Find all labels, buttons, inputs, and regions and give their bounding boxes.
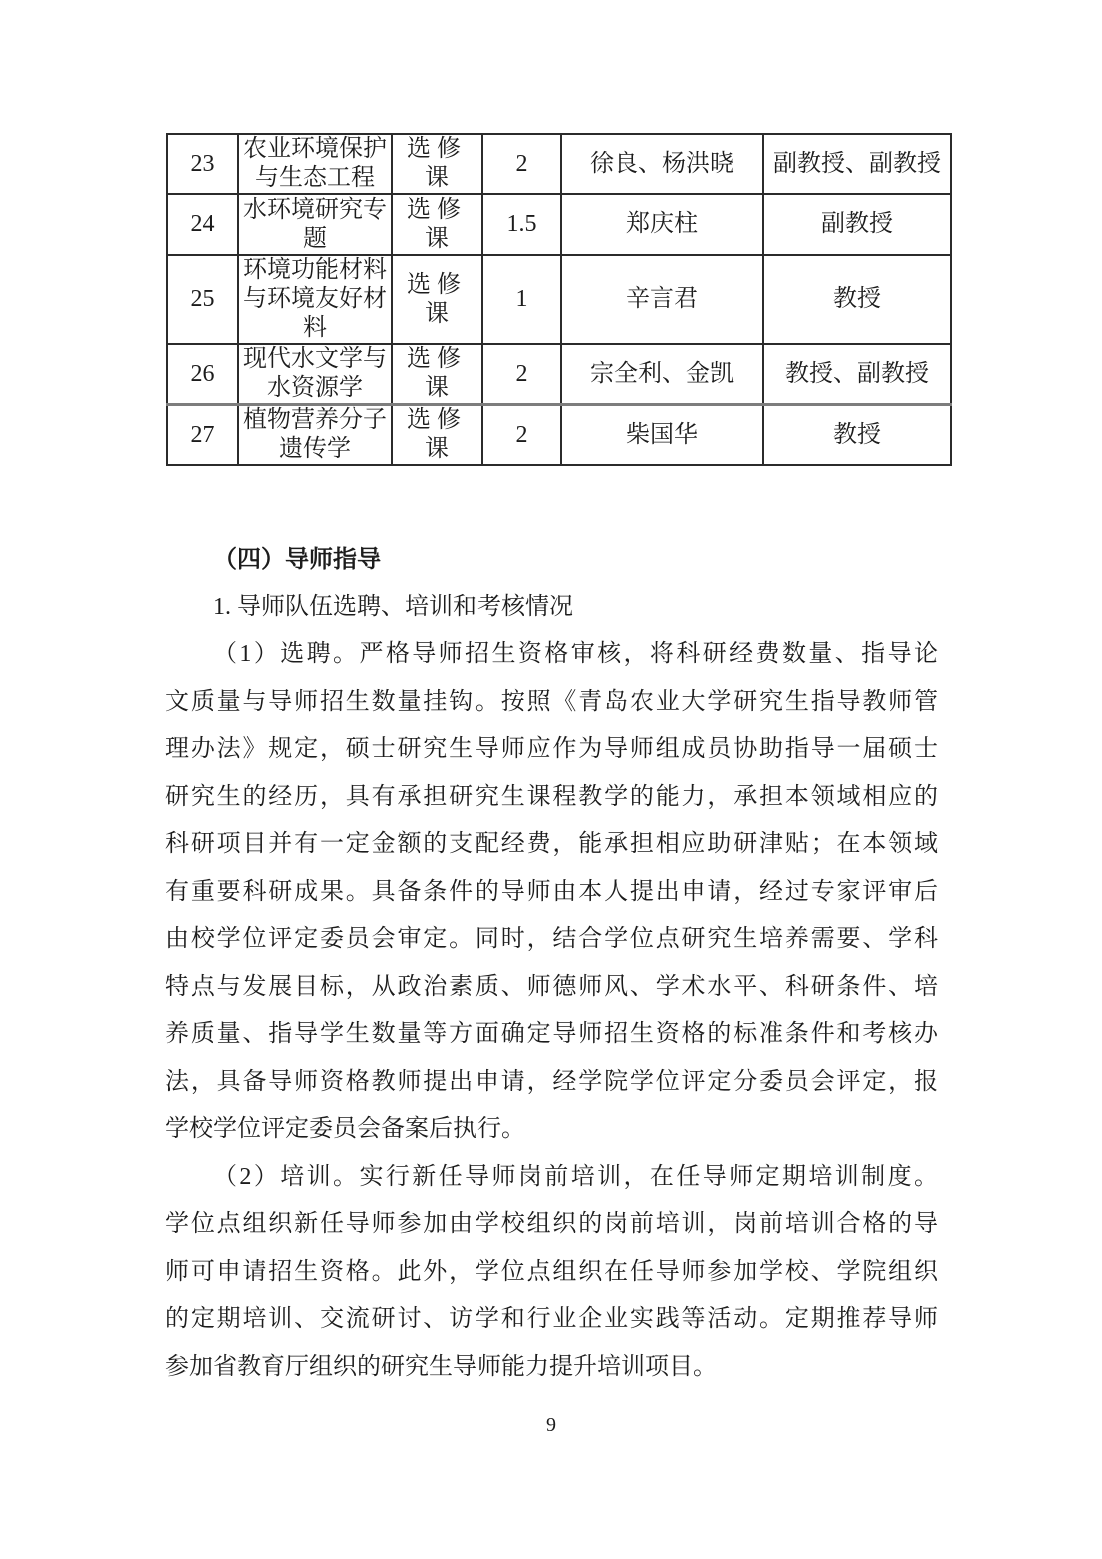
paragraph1-line: 理办法》规定，硕士研究生导师应作为导师组成员协助指导一届硕士 xyxy=(165,736,938,762)
course-row-25 xyxy=(167,255,951,344)
section-heading: （四）导师指导 xyxy=(213,546,381,573)
paragraph1-line: 特点与发展目标，从政治素质、师德师风、学术水平、科研条件、培 xyxy=(165,973,938,1000)
course-teacher-cell: 柴国华 xyxy=(561,405,763,466)
course-type-cell xyxy=(392,405,482,466)
course-name-cell xyxy=(238,194,392,255)
course-name-line: 与生态工程 xyxy=(255,165,375,191)
course-teacher-cell: 郑庆柱 xyxy=(561,194,763,255)
course-type-text: 选修课 xyxy=(407,271,467,327)
course-name-line: 题 xyxy=(303,225,327,252)
course-credit-cell: 1.5 xyxy=(482,194,561,255)
course-name-cell xyxy=(238,255,392,344)
course-title-cell: 副教授 xyxy=(763,194,951,255)
course-type-cell xyxy=(392,344,482,405)
paragraph2-line: 学位点组织新任导师参加由学校组织的岗前培训，岗前培训合格的导 xyxy=(165,1211,938,1237)
course-name-line: 现代水文学与 xyxy=(243,346,387,372)
course-table xyxy=(166,133,952,466)
course-teacher-cell: 辛言君 xyxy=(561,255,763,344)
section-body xyxy=(165,536,938,1391)
section-item: 1. 导师队伍选聘、培训和考核情况 xyxy=(213,593,573,620)
course-credit-cell: 2 xyxy=(482,405,561,466)
paragraph1-line: 科研项目并有一定金额的支配经费，能承担相应助研津贴；在本领域 xyxy=(165,831,938,857)
course-name-cell xyxy=(238,405,392,466)
course-teacher-cell: 宗全利、金凯 xyxy=(561,344,763,405)
paragraph2-line: 参加省教育厅组织的研究生导师能力提升培训项目。 xyxy=(165,1353,717,1380)
course-name-line: 水资源学 xyxy=(267,375,363,401)
course-no-cell: 24 xyxy=(167,194,238,255)
course-name-cell xyxy=(238,344,392,405)
paragraph1-line: 研究生的经历，具有承担研究生课程教学的能力，承担本领域相应的 xyxy=(165,783,938,810)
course-type-text: 选修课 xyxy=(407,196,467,252)
course-teacher-cell: 徐良、杨洪晓 xyxy=(561,134,763,194)
course-title-cell: 副教授、副教授 xyxy=(763,134,951,194)
paragraph2-line: 的定期培训、交流研讨、访学和行业企业实践等活动。定期推荐导师 xyxy=(165,1306,938,1332)
course-title-cell: 教授 xyxy=(763,405,951,466)
paragraph2-line: （2）培训。实行新任导师岗前培训，在任导师定期培训制度。 xyxy=(213,1163,938,1190)
course-name-cell xyxy=(238,134,392,194)
course-title-cell: 教授 xyxy=(763,255,951,344)
paragraph1-line: （1）选聘。严格导师招生资格审核，将科研经费数量、指导论 xyxy=(213,641,938,667)
course-credit-cell: 2 xyxy=(482,134,561,194)
paragraph1-line: 法，具备导师资格教师提出申请，经学院学位评定分委员会评定，报 xyxy=(165,1068,938,1095)
course-row-27 xyxy=(167,405,951,466)
course-credit-cell: 1 xyxy=(482,255,561,344)
course-no-cell: 26 xyxy=(167,344,238,405)
paragraph2-line: 师可申请招生资格。此外，学位点组织在任导师参加学校、学院组织 xyxy=(165,1258,938,1285)
page-number: 9 xyxy=(546,1414,556,1436)
course-no-cell: 23 xyxy=(167,134,238,194)
course-name-line: 植物营养分子 xyxy=(243,407,387,433)
course-name-line: 与环境友好材 xyxy=(243,286,387,312)
course-name-line: 环境功能材料 xyxy=(243,257,387,283)
paragraph1-line: 由校学位评定委员会审定。同时，结合学位点研究生培养需要、学科 xyxy=(165,926,938,952)
course-type-cell xyxy=(392,134,482,194)
course-name-line: 农业环境保护 xyxy=(243,136,387,162)
course-no-cell: 27 xyxy=(167,405,238,466)
paragraph1-line: 文质量与导师招生数量挂钩。按照《青岛农业大学研究生指导教师管 xyxy=(165,688,938,715)
course-row-23 xyxy=(167,134,951,194)
paragraph1-line: 学校学位评定委员会备案后执行。 xyxy=(165,1116,525,1142)
course-name-line: 遗传学 xyxy=(279,436,351,462)
course-type-cell xyxy=(392,194,482,255)
course-row-24 xyxy=(167,194,951,255)
course-type-text: 选修课 xyxy=(407,407,467,462)
course-name-line: 料 xyxy=(303,315,327,341)
course-name-line: 水环境研究专 xyxy=(243,196,387,223)
course-type-cell xyxy=(392,255,482,344)
course-row-26 xyxy=(167,344,951,405)
course-title-cell: 教授、副教授 xyxy=(763,344,951,405)
course-credit-cell: 2 xyxy=(482,344,561,405)
paragraph1-line: 养质量、指导学生数量等方面确定导师招生资格的标准条件和考核办 xyxy=(165,1021,938,1047)
course-type-text: 选修课 xyxy=(407,136,467,191)
course-type-text: 选修课 xyxy=(407,346,467,401)
course-no-cell: 25 xyxy=(167,255,238,344)
paragraph1-line: 有重要科研成果。具备条件的导师由本人提出申请，经过专家评审后 xyxy=(165,878,938,905)
